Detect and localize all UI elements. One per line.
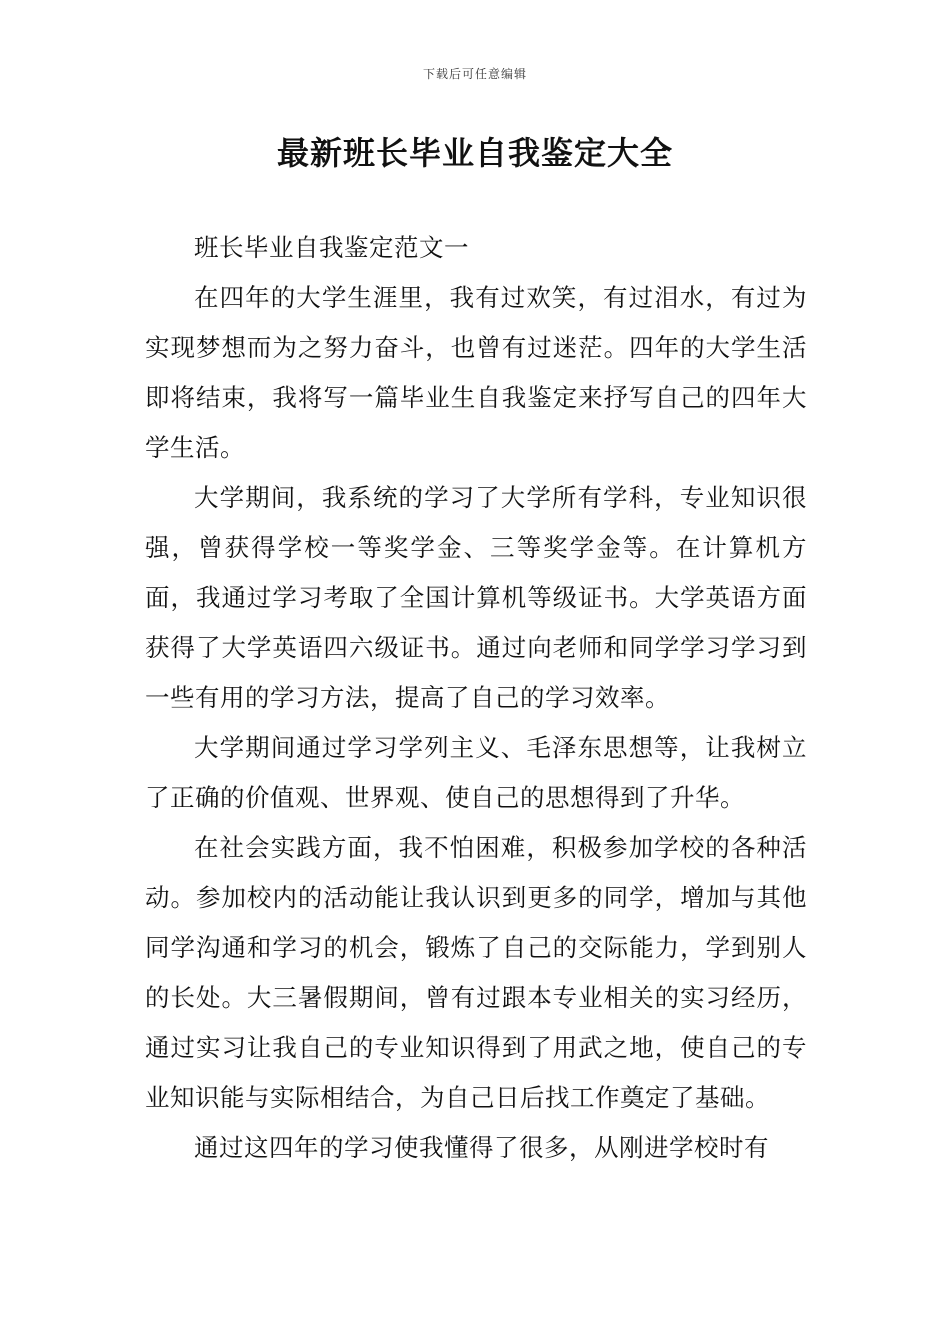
document-body: [145, 223, 807, 1173]
body-paragraph: 在四年的大学生涯里，我有过欢笑，有过泪水，有过为实现梦想而为之努力奋斗，也曾有过迷茫。四年的大学生活即将结束，我将写一篇毕业生自我鉴定来抒写自己的四年大学生活。: [145, 283, 807, 462]
section-heading: 班长毕业自我鉴定范文一: [194, 233, 469, 262]
document-title: 最新班长毕业自我鉴定大全: [276, 134, 673, 172]
body-paragraph: 大学期间通过学习学列主义、毛泽东思想等，让我树立了正确的价值观、世界观、使自己的思想得到了升华。: [145, 733, 807, 812]
body-paragraph: 在社会实践方面，我不怕困难，积极参加学校的各种活动。参加校内的活动能让我认识到更多的同学，增加与其他同学沟通和学习的机会，锻炼了自己的交际能力，学到别人的长处。大三暑假期间，曾有过跟本专业相关的实习经历，通过实习让我自己的专业知识得到了用武之地，使自己的专业知识能与实际相结合，为自己日后找工作奠定了基础。: [145, 833, 807, 1112]
body-paragraph: 大学期间，我系统的学习了大学所有学科，专业知识很强，曾获得学校一等奖学金、三等奖学金等。在计算机方面，我通过学习考取了全国计算机等级证书。大学英语方面获得了大学英语四六级证书。通过向老师和同学学习学习到一些有用的学习方法，提高了自己的学习效率。: [145, 483, 807, 712]
body-paragraph: 通过这四年的学习使我懂得了很多，从刚进学校时有: [194, 1133, 769, 1162]
header-note: 下载后可任意编辑: [422, 67, 527, 81]
